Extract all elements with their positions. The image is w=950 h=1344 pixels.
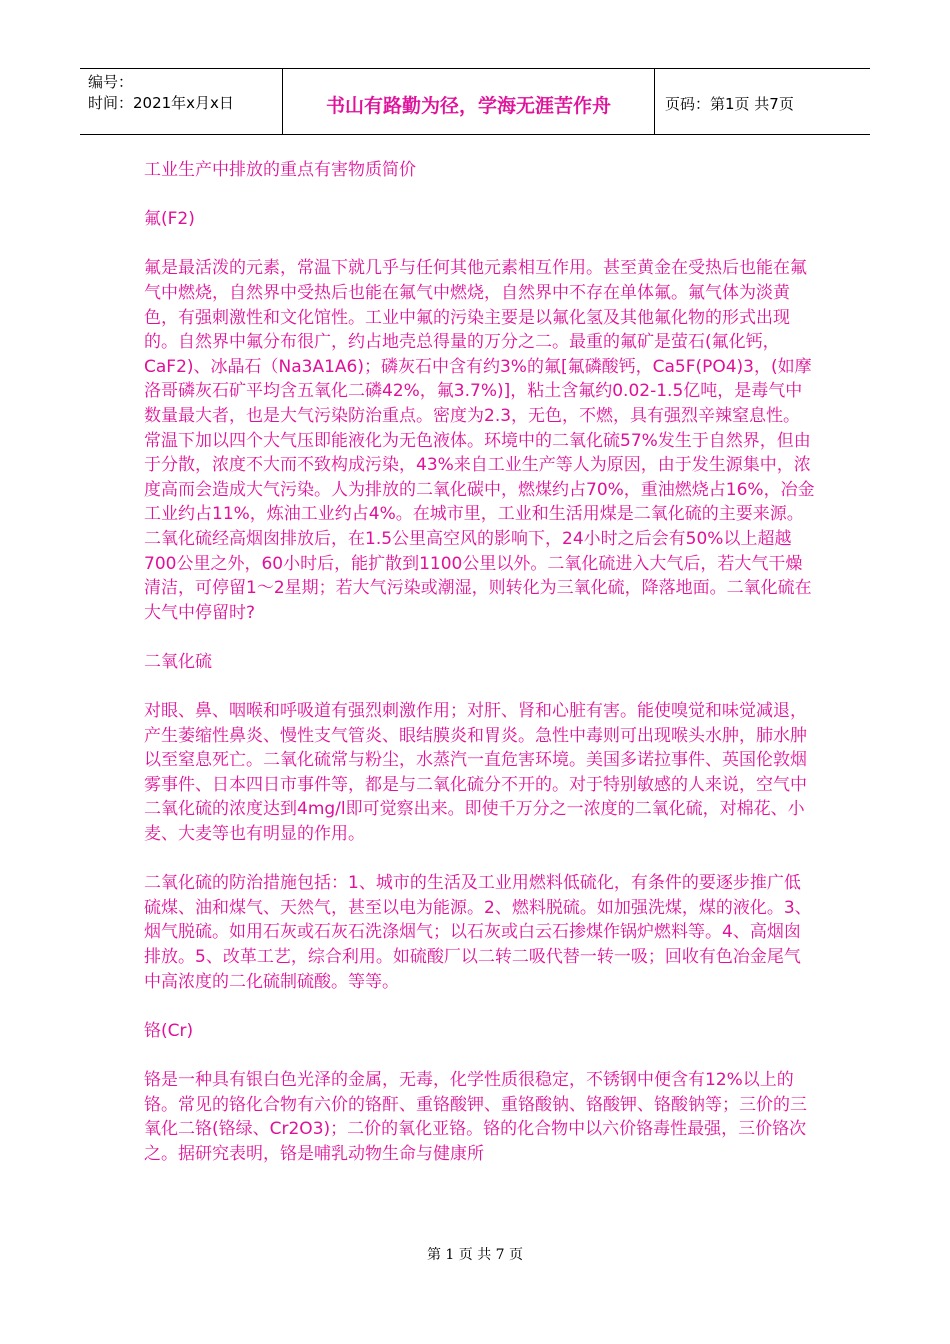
paragraph-chromium: 铬是一种具有银白色光泽的金属，无毒，化学性质很稳定，不锈钢中便含有12%以上的铬。常见的铬化合物有六价的铬酐、重铬酸钾、重铬酸钠、铬酸钾、铬酸钠等；三价的三氧化二铬(铬绿、Cr2O3)；二价的氧化亚铬。铬的化合物中以六价铬毒性最强，三价铬次之。据研究表明，铬是哺乳动物生命与健康所 (144, 1069, 807, 1164)
document-body (144, 158, 816, 1191)
page-footer: 第 1 页 共 7 页 (426, 1247, 524, 1263)
section-heading-sulfur-dioxide: 二氧化硫 (144, 651, 212, 672)
paragraph-sulfur-dioxide-prevention: 二氧化硫的防治措施包括：1、城市的生活及工业用燃料低硫化，有条件的要逐步推广低硫煤、油和煤气、天然气，甚至以电为能源。2、燃料脱硫。如加强洗煤，煤的液化。3、烟气脱硫。如用石灰或石灰石洗涤烟气；以石灰或白云石掺煤作锅炉燃料等。4、高烟囱排放。5、改革工艺，综合利用。如硫酸厂以二转二吸代替一转一吸；回收有色冶金尾气中高浓度的二化硫制硫酸。等等。 (144, 873, 812, 992)
paragraph-fluorine: 氟是最活泼的元素，常温下就几乎与任何其他元素相互作用。甚至黄金在受热后也能在氟气中燃烧，自然界中受热后也能在氟气中燃烧，自然界中不存在单体氟。氟气体为淡黄色，有强刺激性和文化馆性。工业中氟的污染主要是以氟化氢及其他氟化物的形式出现的。自然界中氟分布很广，约占地壳总得量的万分之二。最重的氟矿是萤石(氟化钙，CaF2)、冰晶石（Na3A1A6)；磷灰石中含有约3%的氟[氟磷酸钙，Ca5F(PO4)3，(如摩洛哥磷灰石矿平均含五氧化二磷42%，氟3.7%)]，粘土含氟约0.02-1.5亿吨，是毒气中数量最大者，也是大气污染防治重点。密度为2.3，无色，不燃，具有强烈辛辣窒息性。常温下加以四个大气压即能液化为无色液体。环境中的二氧化硫57%发生于自然界，但由于分散，浓度不大而不致构成污染，43%来自工业生产等人为原因，由于发生源集中，浓度高而会造成大气污染。人为排放的二氧化碳中，燃煤约占70%，重油燃烧占16%，冶金工业约占11%，炼油工业约占4%。在城市里，工业和生活用煤是二氧化硫的主要来源。二氧化硫经高烟囱排放后，在1.5公里高空风的影响下，24小时之后会有50%以上超越700公里之外，60小时后，能扩散到1100公里以外。二氧化硫进入大气后，若大气干燥清洁，可停留1～2星期；若大气污染或潮湿，则转化为三氧化硫，降落地面。二氧化硫在大气中停留时? (144, 258, 815, 623)
section-heading-fluorine: 氟(F2) (144, 209, 195, 230)
header-meta (80, 69, 282, 134)
header-motto: 书山有路勤为径，学海无涯苦作舟 (282, 69, 655, 134)
page-header (80, 68, 870, 135)
section-heading-chromium: 铬(Cr) (144, 1020, 194, 1041)
paragraph-sulfur-dioxide-effects: 对眼、鼻、咽喉和呼吸道有强烈刺激作用；对肝、肾和心脏有害。能使嗅觉和味觉减退，产生萎缩性鼻炎、慢性支气管炎、眼结膜炎和胃炎。急性中毒则可出现喉头水肿，肺水肿以至窒息死亡。二氧化硫常与粉尘，水蒸汽一直危害环境。美国多诺拉事件、英国伦敦烟雾事件、日本四日市事件等，都是与二氧化硫分不开的。对于特别敏感的人来说，空气中二氧化硫的浓度达到4mg/l即可觉察出来。即使千万分之一浓度的二氧化硫，对棉花、小麦、大麦等也有明显的作用。 (144, 701, 807, 845)
document-number-label: 编号： (88, 73, 134, 91)
document-title: 工业生产中排放的重点有害物质简价 (144, 160, 416, 180)
document-date: 时间：2021年x月x日 (88, 94, 234, 112)
header-page-info: 页码：第1页 共7页 (665, 95, 794, 113)
